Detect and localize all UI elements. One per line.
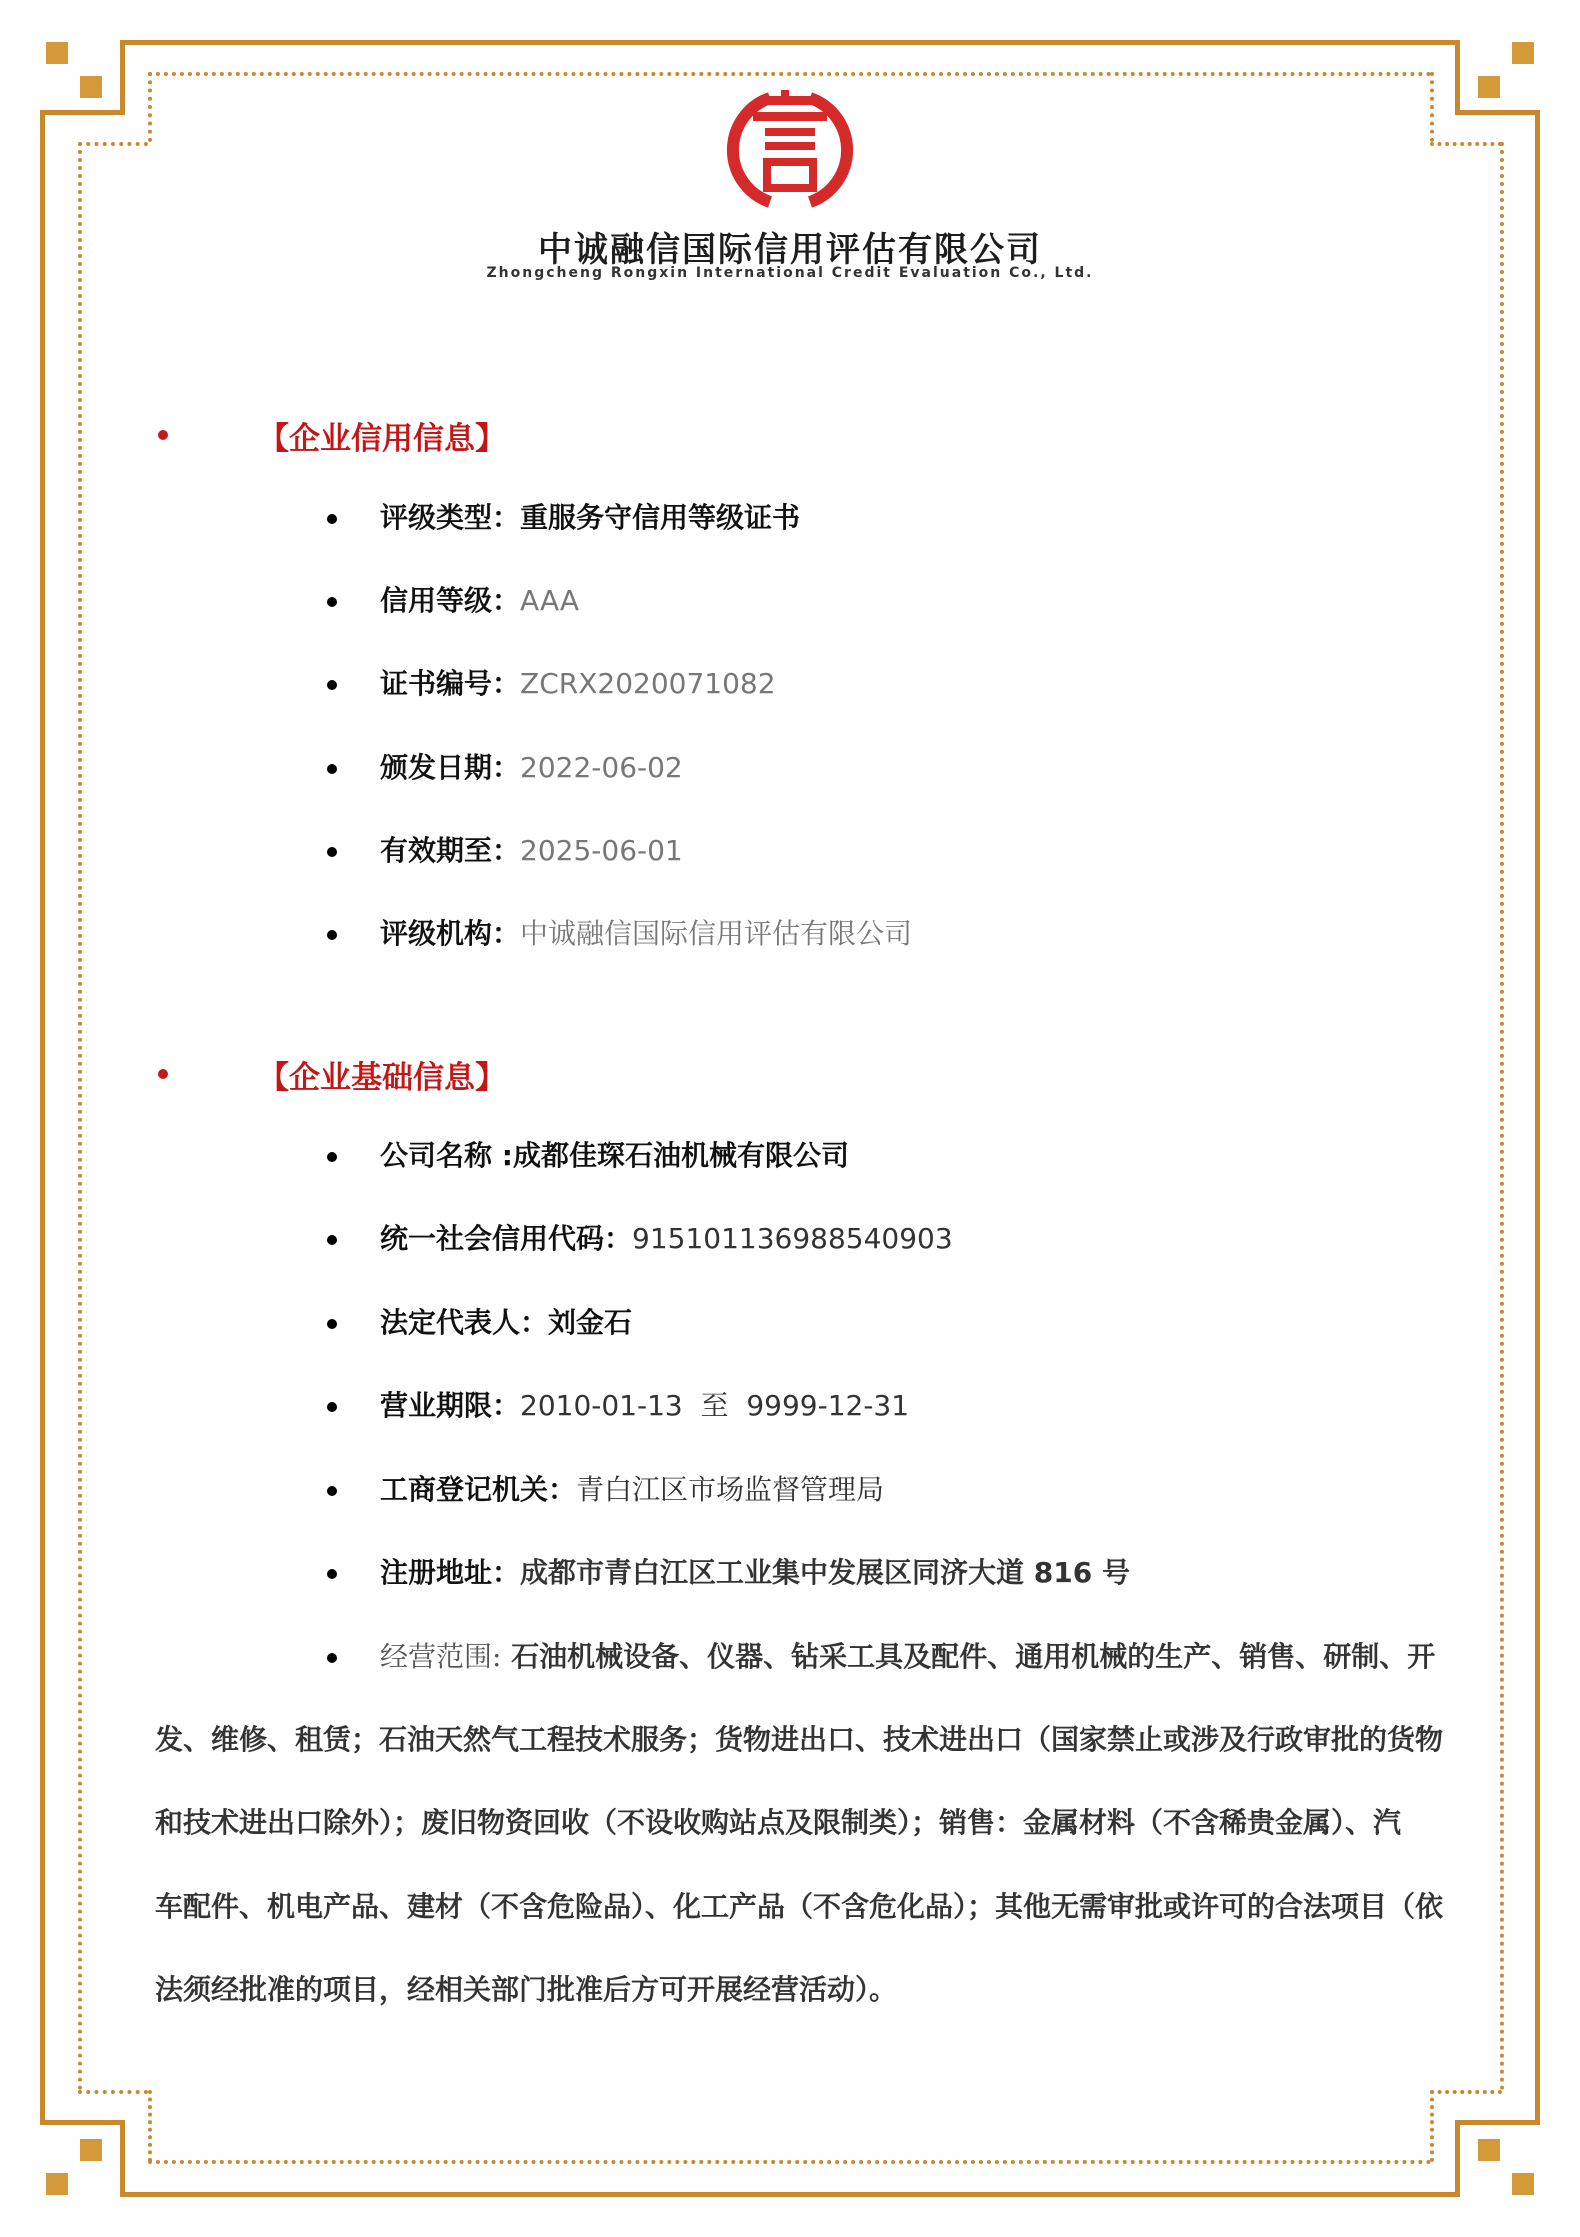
registered-address-row [380, 1553, 1130, 1593]
registration-authority-label: 工商登记机关： [380, 1473, 577, 1506]
valid-until-row [380, 831, 683, 871]
section-title-basic: 【企业基础信息】 [258, 1060, 506, 1096]
company-name-row [380, 1136, 849, 1176]
uscc-label: 统一社会信用代码： [380, 1222, 633, 1255]
company-name-cn: 中诚融信国际信用评估有限公司 [538, 230, 1042, 270]
cert-no-label: 证书编号： [380, 667, 521, 700]
issue-date-value: 2022-06-02 [520, 751, 683, 784]
issue-date-row [380, 748, 683, 788]
registration-authority-value: 青白江区市场监督管理局 [576, 1473, 885, 1506]
cert-no-row [380, 664, 776, 704]
list-bullet [327, 847, 337, 857]
valid-until-label: 有效期至： [380, 834, 521, 867]
business-scope-line [380, 1637, 1435, 1677]
credit-level-label: 信用等级： [380, 584, 521, 617]
credit-seal-icon [715, 90, 865, 210]
business-scope-line: 和技术进出口除外）；废旧物资回收（不设收购站点及限制类）；销售：金属材料（不含稀贵金属）、汽 [155, 1806, 1402, 1839]
rating-agency-value: 中诚融信国际信用评估有限公司 [520, 917, 913, 950]
rating-agency-label: 评级机构： [380, 917, 521, 950]
business-term-row [380, 1386, 909, 1426]
business-scope-text: 石油机械设备、仪器、钻采工具及配件、通用机械的生产、销售、研制、开 [501, 1640, 1436, 1673]
company-name-en: Zhongcheng Rongxin International Credit Evaluation Co., Ltd. [486, 265, 1094, 281]
rating-agency-row [380, 914, 912, 954]
list-bullet [327, 1319, 337, 1329]
rating-type-label: 评级类型： [380, 501, 521, 534]
list-bullet [327, 1653, 337, 1663]
section-bullet [158, 430, 168, 440]
list-bullet [327, 1486, 337, 1496]
business-term-value: 2010-01-13 至 9999-12-31 [520, 1389, 910, 1422]
list-bullet [327, 930, 337, 940]
list-bullet [327, 514, 337, 524]
credit-level-value: AAA [520, 584, 580, 617]
business-scope-label: 经营范围: [380, 1640, 502, 1673]
company-logo [0, 90, 1580, 214]
list-bullet [327, 680, 337, 690]
uscc-value: 915101136988540903 [632, 1222, 953, 1255]
issue-date-label: 颁发日期： [380, 751, 521, 784]
company-name-value: 成都佳琛石油机械有限公司 [512, 1139, 849, 1172]
list-bullet [327, 764, 337, 774]
business-scope-line: 车配件、机电产品、建材（不含危险品）、化工产品（不含危化品）；其他无需审批或许可的合法项目（依 [155, 1890, 1444, 1923]
company-name-label: 公司名称 : [380, 1139, 513, 1172]
registered-address-label: 注册地址： [380, 1556, 521, 1589]
legal-rep-row [380, 1303, 632, 1343]
business-scope-line: 发、维修、租赁；石油天然气工程技术服务；货物进出口、技术进出口（国家禁止或涉及行政审批的货物 [155, 1723, 1444, 1756]
registration-authority-row [380, 1470, 884, 1510]
section-title-credit: 【企业信用信息】 [258, 421, 506, 457]
credit-level-row [380, 581, 579, 621]
list-bullet [327, 597, 337, 607]
uscc-row [380, 1219, 953, 1259]
cert-no-value: ZCRX2020071082 [520, 667, 776, 700]
registered-address-value: 成都市青白江区工业集中发展区同济大道 816 号 [520, 1556, 1130, 1589]
valid-until-value: 2025-06-01 [520, 834, 683, 867]
list-bullet [327, 1235, 337, 1245]
legal-rep-label: 法定代表人： [380, 1306, 549, 1339]
list-bullet [327, 1152, 337, 1162]
legal-rep-value: 刘金石 [548, 1306, 633, 1339]
rating-type-row [380, 498, 800, 538]
list-bullet [327, 1569, 337, 1579]
list-bullet [327, 1402, 337, 1412]
rating-type-value: 重服务守信用等级证书 [520, 501, 801, 534]
business-term-label: 营业期限： [380, 1389, 521, 1422]
business-scope-line: 法须经批准的项目，经相关部门批准后方可开展经营活动）。 [155, 1973, 898, 2006]
section-bullet [158, 1069, 168, 1079]
